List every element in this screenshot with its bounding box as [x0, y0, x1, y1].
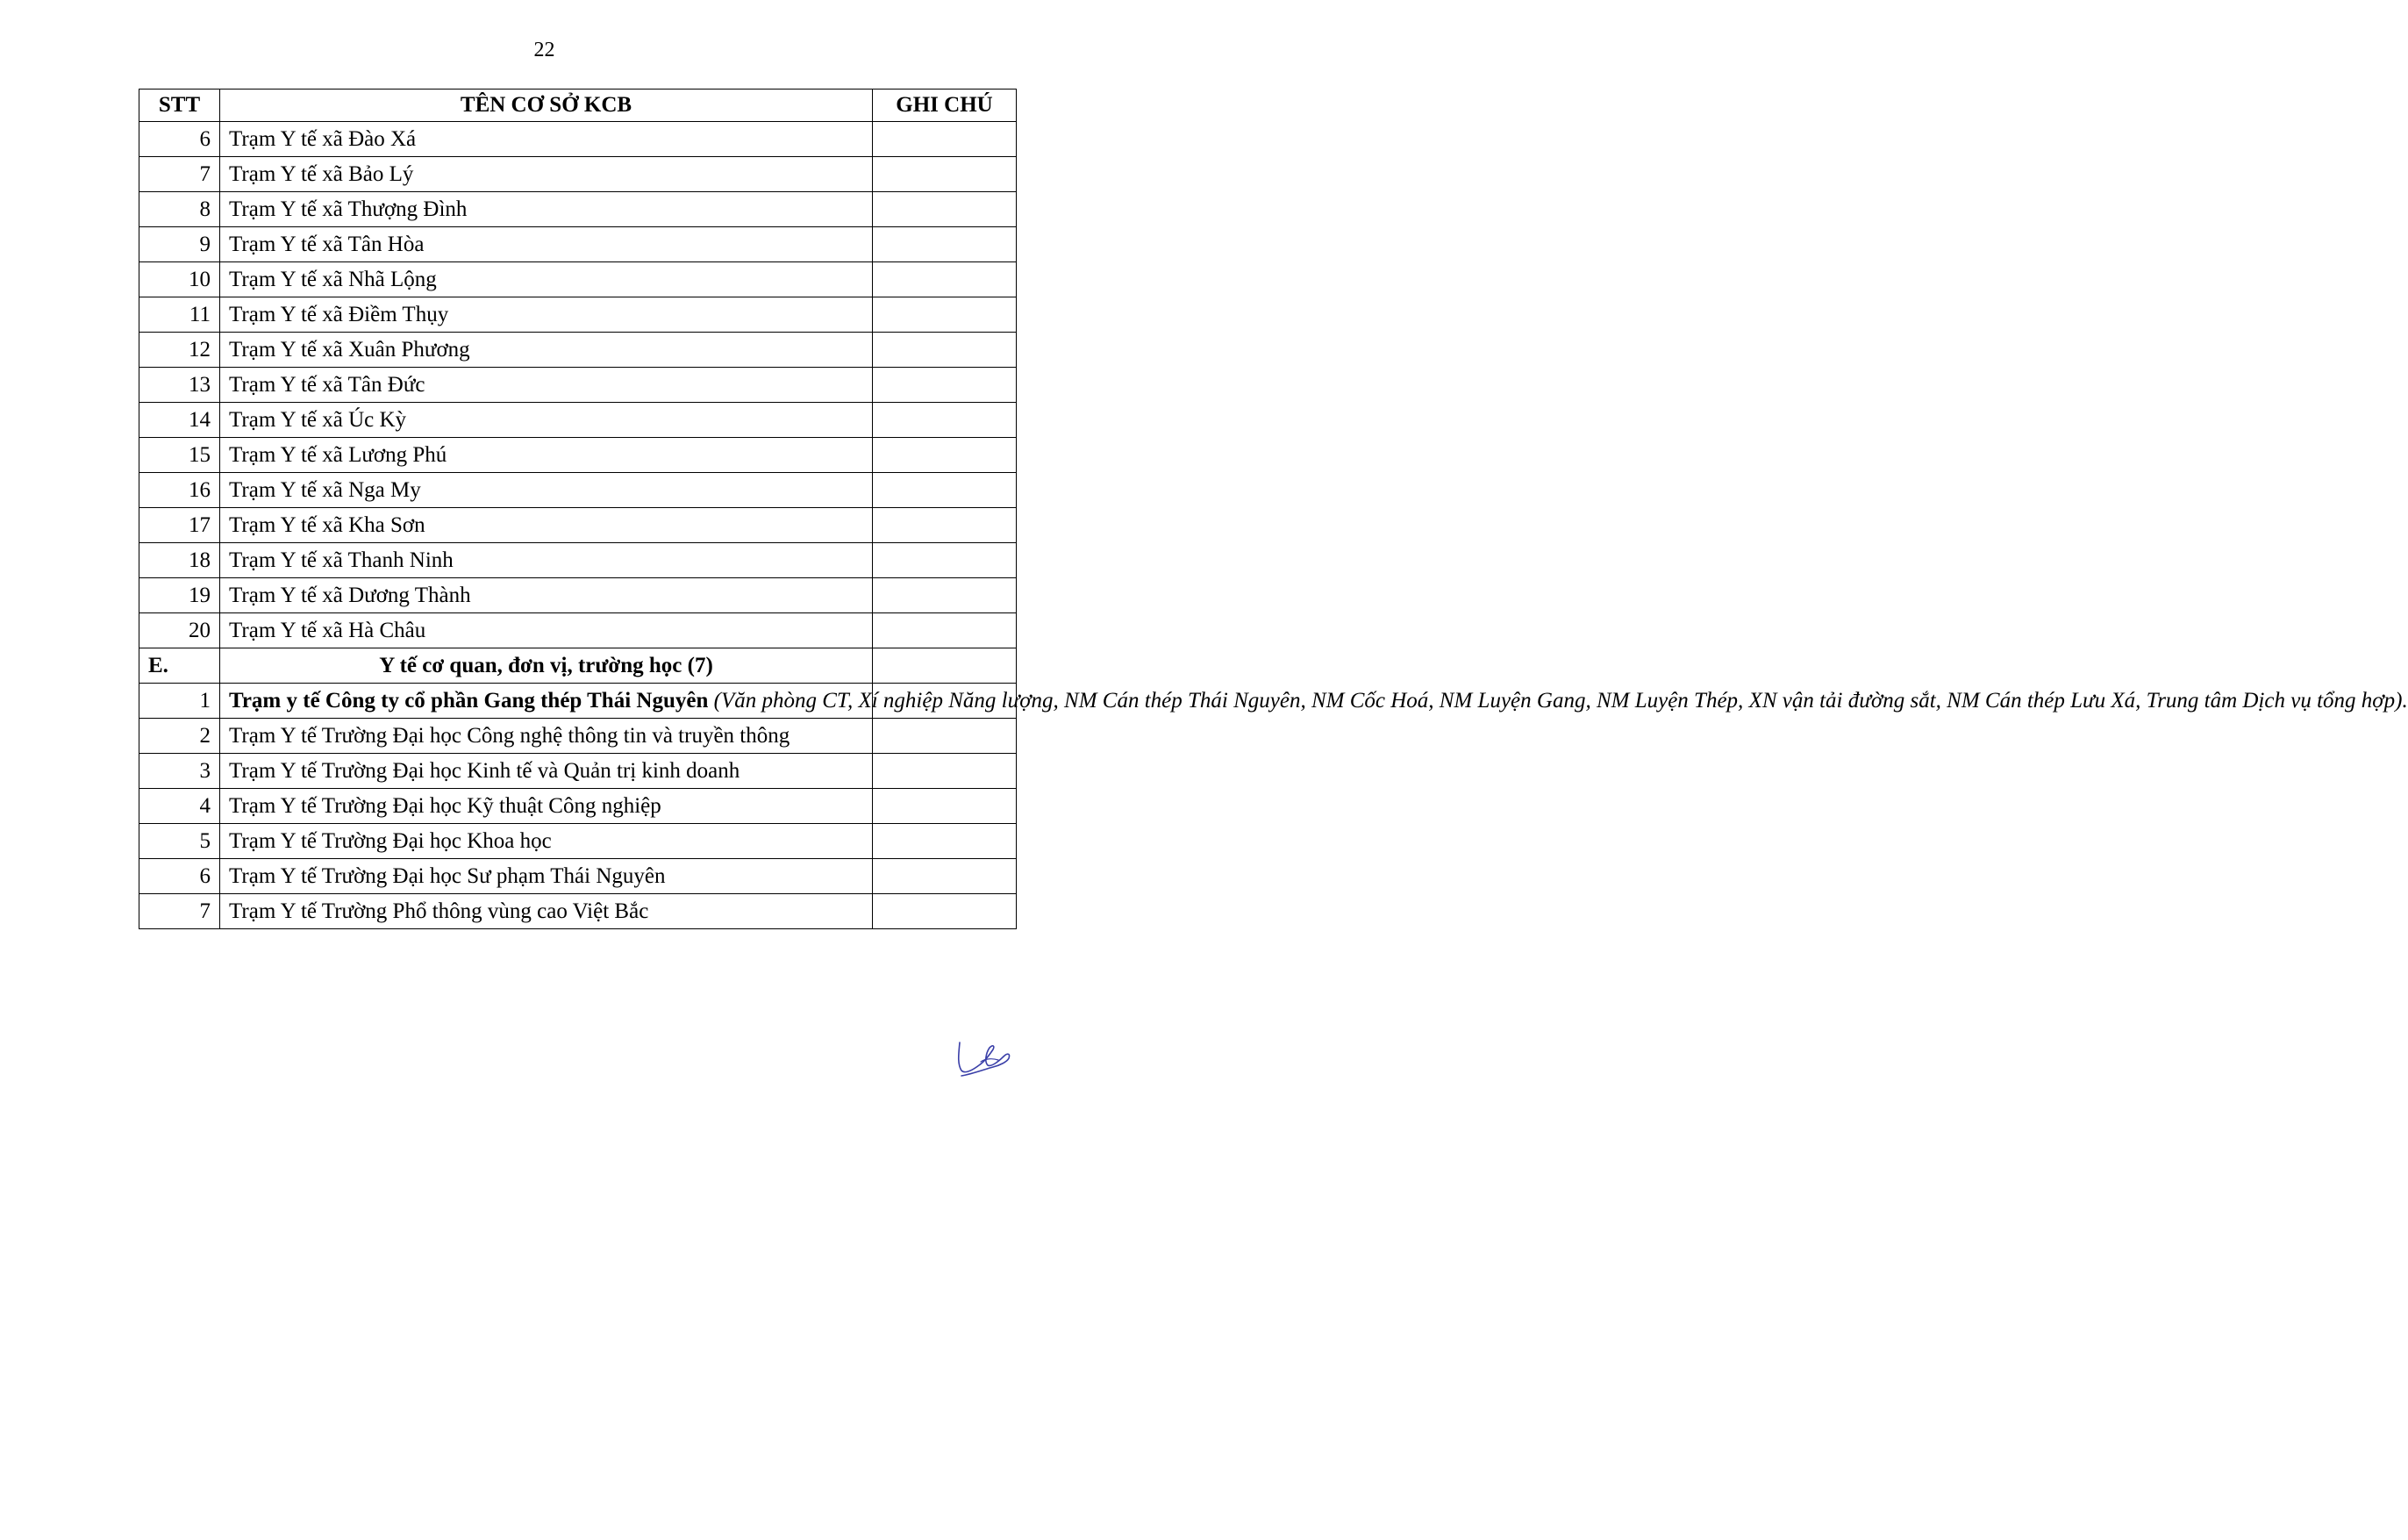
table-row [139, 824, 1017, 859]
row-stt: 16 [139, 473, 220, 508]
row-note [873, 543, 1017, 578]
table-row [139, 297, 1017, 333]
row-name: Trạm Y tế xã Tân Hòa [220, 227, 873, 262]
row-stt: 8 [139, 192, 220, 227]
row-name: Trạm Y tế xã Hà Châu [220, 613, 873, 648]
row-stt: 1 [139, 684, 220, 719]
table-row [139, 789, 1017, 824]
row-name: Trạm Y tế xã Tân Đức [220, 368, 873, 403]
row-note [873, 438, 1017, 473]
table-row [139, 754, 1017, 789]
row-name: Trạm Y tế xã Nga My [220, 473, 873, 508]
row-stt: 10 [139, 262, 220, 297]
row-name: Trạm Y tế xã Kha Sơn [220, 508, 873, 543]
row-name: Trạm Y tế xã Nhã Lộng [220, 262, 873, 297]
table-row [139, 227, 1017, 262]
row-stt: 3 [139, 754, 220, 789]
row-note [873, 894, 1017, 929]
row-stt: 18 [139, 543, 220, 578]
row-note [873, 333, 1017, 368]
row-name: Trạm Y tế xã Thanh Ninh [220, 543, 873, 578]
row-note [873, 122, 1017, 157]
facility-name-detail: (Văn phòng CT, Xí nghiệp Năng lượng, NM Cán thép Thái Nguyên, NM Cốc Hoá, NM Luyện Gang, NM Luyện Thép, XN vận tải đường sắt, NM Cán thép Lưu Xá, Trung tâm Dịch vụ tổng hợp). [713, 688, 2408, 713]
row-name: Trạm Y tế Trường Đại học Công nghệ thông tin và truyền thông [220, 719, 873, 754]
table-row [139, 684, 1017, 719]
row-name: Trạm Y tế Trường Đại học Kỹ thuật Công nghiệp [220, 789, 873, 824]
row-note [873, 368, 1017, 403]
table-row [139, 403, 1017, 438]
row-stt: 7 [139, 157, 220, 192]
table-row [139, 508, 1017, 543]
row-note [873, 192, 1017, 227]
row-name: Trạm Y tế xã Dương Thành [220, 578, 873, 613]
row-stt: 9 [139, 227, 220, 262]
facility-table [139, 89, 2408, 929]
row-note [873, 824, 1017, 859]
table-row [139, 613, 1017, 648]
table-row [139, 578, 1017, 613]
table-row [139, 438, 1017, 473]
row-stt: 15 [139, 438, 220, 473]
table-row [139, 192, 1017, 227]
section-row-e [139, 648, 1017, 684]
row-name: Trạm Y tế xã Lương Phú [220, 438, 873, 473]
table-row [139, 543, 1017, 578]
row-stt: 20 [139, 613, 220, 648]
row-note [873, 508, 1017, 543]
header-stt: STT [139, 90, 220, 122]
row-name: Trạm Y tế xã Đào Xá [220, 122, 873, 157]
row-stt: 11 [139, 297, 220, 333]
facility-name-bold: Trạm y tế Công ty cổ phần Gang thép Thái Nguyên [229, 688, 709, 713]
signature-mark [954, 1035, 1016, 1079]
row-stt: 7 [139, 894, 220, 929]
row-note [873, 859, 1017, 894]
table-row [139, 333, 1017, 368]
row-note [873, 578, 1017, 613]
row-stt: 4 [139, 789, 220, 824]
row-note [873, 297, 1017, 333]
row-note [873, 789, 1017, 824]
header-name: TÊN CƠ SỞ KCB [220, 90, 873, 122]
row-note [873, 473, 1017, 508]
row-name: Trạm Y tế xã Xuân Phương [220, 333, 873, 368]
row-note [873, 403, 1017, 438]
row-stt: 17 [139, 508, 220, 543]
row-name: Trạm Y tế xã Bảo Lý [220, 157, 873, 192]
row-stt: 13 [139, 368, 220, 403]
row-note [873, 262, 1017, 297]
row-note [873, 227, 1017, 262]
page-number: 22 [533, 39, 555, 61]
row-name: Trạm Y tế xã Điềm Thụy [220, 297, 873, 333]
row-stt: 6 [139, 859, 220, 894]
section-code: E. [139, 648, 220, 684]
header-note: GHI CHÚ [873, 90, 1017, 122]
table-row [139, 368, 1017, 403]
row-name: Trạm Y tế xã Thượng Đình [220, 192, 873, 227]
row-name: Trạm Y tế Trường Đại học Sư phạm Thái Nguyên [220, 859, 873, 894]
row-note [873, 157, 1017, 192]
row-note [873, 648, 1017, 684]
table-row [139, 719, 1017, 754]
table-row [139, 157, 1017, 192]
row-stt: 5 [139, 824, 220, 859]
table-row [139, 473, 1017, 508]
table-row [139, 859, 1017, 894]
row-note [873, 613, 1017, 648]
row-name: Trạm Y tế Trường Đại học Kinh tế và Quản trị kinh doanh [220, 754, 873, 789]
table-row [139, 122, 1017, 157]
row-stt: 14 [139, 403, 220, 438]
row-name: Trạm Y tế Trường Phổ thông vùng cao Việt Bắc [220, 894, 873, 929]
table-row [139, 894, 1017, 929]
row-note [873, 754, 1017, 789]
table-row [139, 262, 1017, 297]
row-name: Trạm Y tế Trường Đại học Khoa học [220, 824, 873, 859]
row-name [220, 684, 2408, 719]
row-stt: 2 [139, 719, 220, 754]
row-stt: 19 [139, 578, 220, 613]
row-stt: 6 [139, 122, 220, 157]
row-name: Trạm Y tế xã Úc Kỳ [220, 403, 873, 438]
table-header-row [139, 90, 1017, 122]
section-title: Y tế cơ quan, đơn vị, trường học (7) [220, 648, 873, 684]
row-note [873, 719, 1017, 754]
row-stt: 12 [139, 333, 220, 368]
